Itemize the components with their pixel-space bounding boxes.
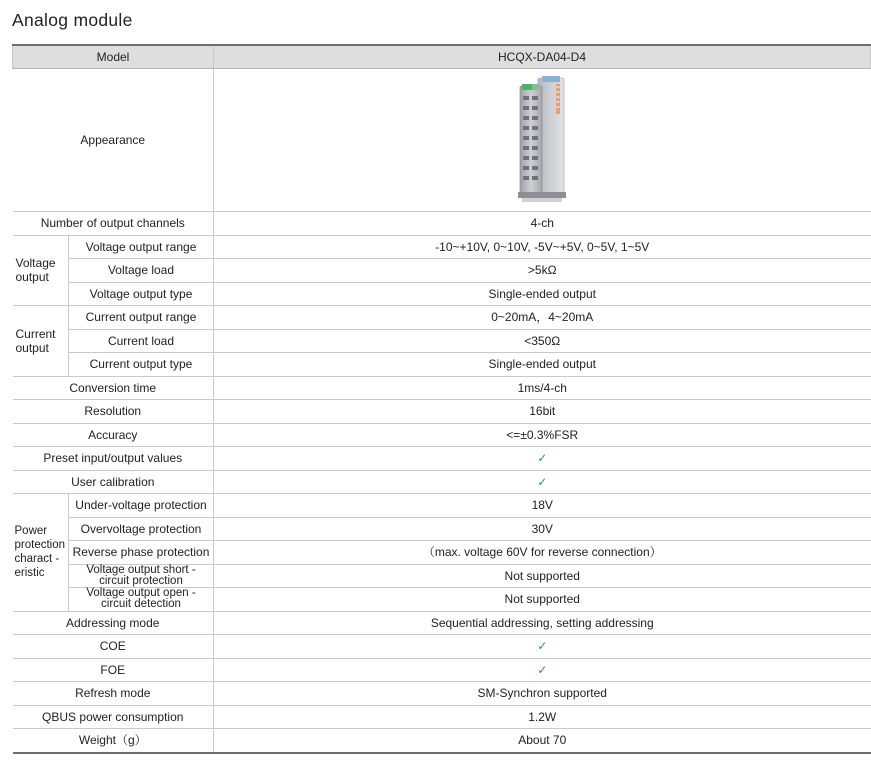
table-row xyxy=(13,494,871,518)
row-label: Conversion time xyxy=(13,376,214,400)
row-label: Current output range xyxy=(69,306,214,330)
row-value: About 70 xyxy=(214,729,871,753)
row-label: Voltage output short -circuit protection xyxy=(69,564,214,588)
table-row xyxy=(13,541,871,565)
table-row xyxy=(13,635,871,659)
table-row xyxy=(13,306,871,330)
table-row xyxy=(13,588,871,612)
row-value: 0~20mA，4~20mA xyxy=(214,306,871,330)
row-value: -10~+10V, 0~10V, -5V~+5V, 0~5V, 1~5V xyxy=(214,235,871,259)
row-label: Voltage output open -circuit detection xyxy=(69,588,214,612)
row-label: Current load xyxy=(69,329,214,353)
table-row xyxy=(13,517,871,541)
row-value: （max. voltage 60V for reverse connection） xyxy=(214,541,871,565)
row-label: QBUS power consumption xyxy=(13,705,214,729)
row-label: Reverse phase protection xyxy=(69,541,214,565)
group-label-power: Power protection charact -eristic xyxy=(13,494,69,612)
row-label: Under-voltage protection xyxy=(69,494,214,518)
row-value: Not supported xyxy=(214,588,871,612)
table-header-row xyxy=(13,45,871,69)
row-value: 1.2W xyxy=(214,705,871,729)
model-value: HCQX-DA04-D4 xyxy=(214,45,871,69)
row-value: SM-Synchron supported xyxy=(214,682,871,706)
row-value: 30V xyxy=(214,517,871,541)
row-value: Not supported xyxy=(214,564,871,588)
row-label: FOE xyxy=(13,658,214,682)
page-title: Analog module xyxy=(12,10,133,30)
row-value: Sequential addressing, setting addressing xyxy=(214,611,871,635)
table-row xyxy=(13,282,871,306)
row-label: Refresh mode xyxy=(13,682,214,706)
row-value: Single-ended output xyxy=(214,282,871,306)
row-value: 16bit xyxy=(214,400,871,424)
row-label: Addressing mode xyxy=(13,611,214,635)
row-label: Preset input/output values xyxy=(13,447,214,471)
table-row xyxy=(13,400,871,424)
table-row xyxy=(13,69,871,212)
check-icon: ✓ xyxy=(214,658,871,682)
table-row xyxy=(13,682,871,706)
row-label: Current output type xyxy=(69,353,214,377)
row-value: 18V xyxy=(214,494,871,518)
table-row xyxy=(13,611,871,635)
module-image xyxy=(512,74,572,206)
row-label: Voltage output range xyxy=(69,235,214,259)
row-label: Number of output channels xyxy=(13,212,214,236)
table-row xyxy=(13,353,871,377)
module-image-cell xyxy=(214,69,871,212)
table-row xyxy=(13,658,871,682)
table-row xyxy=(13,235,871,259)
row-label: User calibration xyxy=(13,470,214,494)
appearance-label: Appearance xyxy=(13,69,214,212)
table-row xyxy=(13,705,871,729)
group-label-voltage: Voltage output xyxy=(13,235,69,306)
table-row xyxy=(13,729,871,753)
row-label: Accuracy xyxy=(13,423,214,447)
table-row xyxy=(13,564,871,588)
row-label: Voltage load xyxy=(69,259,214,283)
row-value: <350Ω xyxy=(214,329,871,353)
table-row xyxy=(13,212,871,236)
check-icon: ✓ xyxy=(214,447,871,471)
table-row xyxy=(13,470,871,494)
row-label: Weight（g） xyxy=(13,729,214,753)
check-icon: ✓ xyxy=(214,470,871,494)
table-row xyxy=(13,447,871,471)
row-label: COE xyxy=(13,635,214,659)
row-value: 4-ch xyxy=(214,212,871,236)
row-label: Voltage output type xyxy=(69,282,214,306)
table-row xyxy=(13,329,871,353)
check-icon: ✓ xyxy=(214,635,871,659)
row-value: Single-ended output xyxy=(214,353,871,377)
row-value: >5kΩ xyxy=(214,259,871,283)
row-label: Overvoltage protection xyxy=(69,517,214,541)
spec-table xyxy=(12,44,871,754)
table-row xyxy=(13,423,871,447)
table-row xyxy=(13,376,871,400)
group-label-current: Current output xyxy=(13,306,69,377)
table-row xyxy=(13,259,871,283)
row-label: Resolution xyxy=(13,400,214,424)
row-value: 1ms/4-ch xyxy=(214,376,871,400)
row-value: <=±0.3%FSR xyxy=(214,423,871,447)
model-label: Model xyxy=(13,45,214,69)
